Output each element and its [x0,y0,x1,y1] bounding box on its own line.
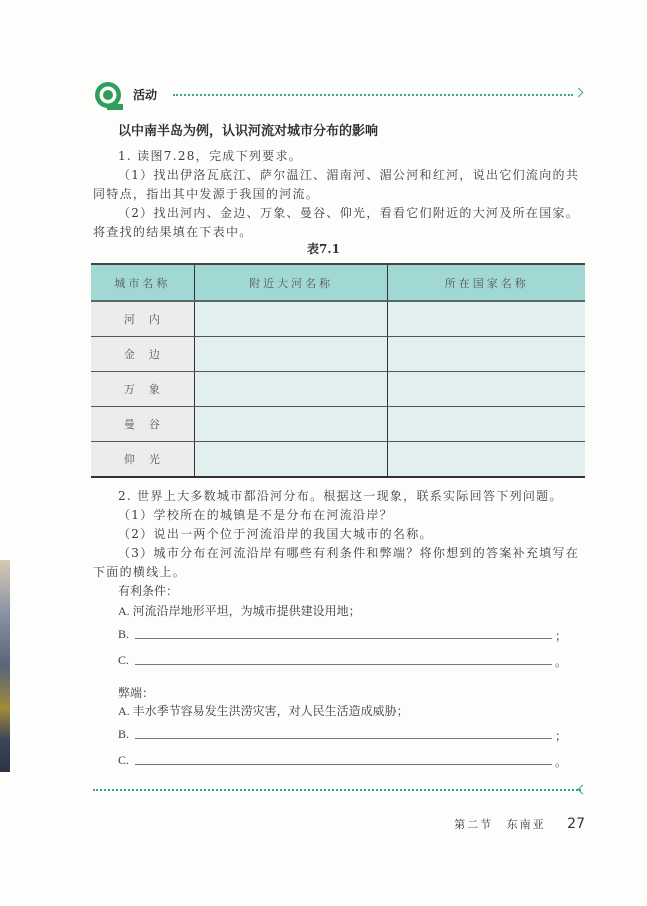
advantage-c-label: C. [118,653,130,667]
table-row [91,442,585,478]
city-cell: 河内 [91,301,194,337]
footer-chapter: 东南亚 [506,818,546,831]
advantage-c-end: 。 [555,655,568,669]
table-row [91,407,585,442]
q2-part2: （2）说出一两个位于河流沿岸的我国大城市的名称。 [118,527,433,541]
activity-subtitle: 以中南半岛为例，认识河流对城市分布的影响 [118,124,379,139]
q2-part3: （3）城市分布在河流沿岸有哪些有利条件和弊端？将你想到的答案补充填写在下面的横线上。 [93,546,580,579]
q2-part1: （1）学校所在的城镇是不是分布在河流沿岸？ [118,508,393,522]
header-divider [173,94,573,96]
disadvantages-label: 弊端： [118,686,155,700]
footer-divider [93,789,581,791]
advantage-c-blank[interactable] [135,664,552,665]
page-footer [454,816,585,832]
side-photo-strip [0,560,10,772]
country-cell[interactable] [388,337,585,372]
arrow-left-icon [578,785,588,795]
arrow-right-icon [574,88,584,98]
table-header-row [91,264,585,301]
disadvantage-c-blank[interactable] [135,764,552,765]
city-cell: 金边 [91,337,194,372]
page-number: 27 [567,816,585,832]
activity-logo-icon [93,80,123,110]
disadvantage-b-label: B. [118,727,130,741]
activity-header [93,80,585,110]
disadvantage-c-end: 。 [555,755,568,769]
advantages-label: 有利条件： [118,584,179,598]
disadvantage-c-label: C. [118,753,130,767]
advantage-b-blank[interactable] [135,638,552,639]
river-cell[interactable] [194,442,388,478]
disadvantage-a: A. 丰水季节容易发生洪涝灾害，对人民生活造成威胁； [118,704,409,718]
header-country: 所在国家名称 [388,264,585,301]
disadvantage-b-blank[interactable] [135,738,552,739]
advantage-b-label: B. [118,627,130,641]
country-cell[interactable] [388,407,585,442]
activity-title: 活动 [133,88,158,102]
city-cell: 仰光 [91,442,194,478]
table-row [91,301,585,337]
advantage-a: A. 河流沿岸地形平坦，为城市提供建设用地； [118,604,361,618]
city-cell: 万象 [91,372,194,407]
header-city: 城市名称 [91,264,194,301]
q2-intro: 2. 世界上大多数城市都沿河分布。根据这一现象，联系实际回答下列问题。 [118,489,563,503]
q1-intro: 1. 读图7.28，完成下列要求。 [118,149,303,163]
table-row [91,372,585,407]
table-caption: 表7.1 [307,242,340,256]
river-cell[interactable] [194,407,388,442]
river-cell[interactable] [194,372,388,407]
table-row [91,337,585,372]
footer-section: 第二节 [454,818,494,831]
city-river-table [91,263,585,478]
disadvantage-b-end: ； [555,729,568,743]
river-cell[interactable] [194,337,388,372]
q1-part2: （2）找出河内、金边、万象、曼谷、仰光，看看它们附近的大河及所在国家。将查找的结果填在下表中。 [93,206,580,239]
country-cell[interactable] [388,442,585,478]
q1-part1: （1）找出伊洛瓦底江、萨尔温江、湄南河、湄公河和红河，说出它们流向的共同特点，指出其中发源于我国的河流。 [93,168,580,201]
header-river: 附近大河名称 [194,264,388,301]
country-cell[interactable] [388,301,585,337]
city-cell: 曼谷 [91,407,194,442]
country-cell[interactable] [388,372,585,407]
river-cell[interactable] [194,301,388,337]
advantage-b-end: ； [555,629,568,643]
